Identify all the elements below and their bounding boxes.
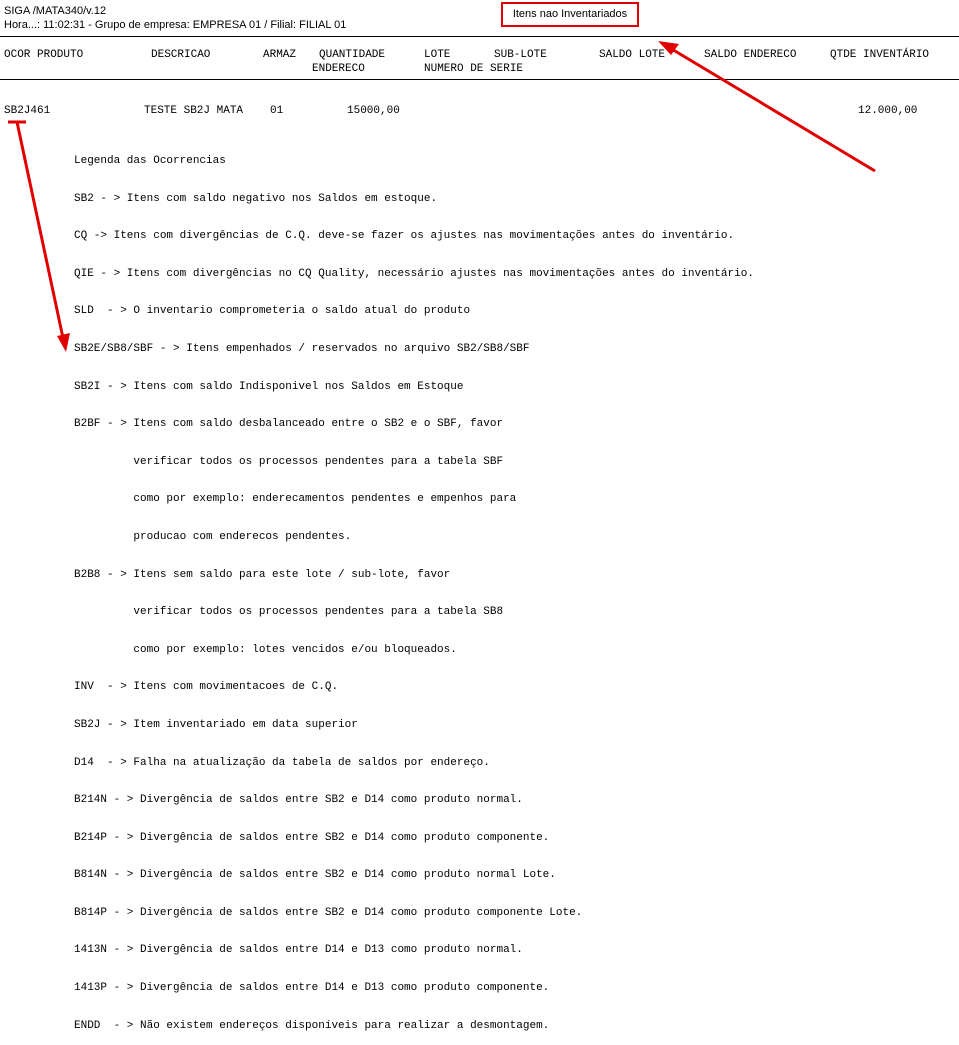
- legend-line: B2B8 - > Itens sem saldo para este lote / sub-lote, favor: [74, 568, 451, 581]
- cell-descricao: TESTE SB2J MATA: [144, 105, 244, 117]
- col-quantidade: QUANTIDADE: [319, 49, 386, 61]
- col-armaz: ARMAZ: [263, 49, 297, 61]
- legend-line: SB2 - > Itens com saldo negativo nos Saldos em estoque.: [74, 192, 438, 205]
- cell-qtde-inventario: 12.000,00: [858, 105, 918, 117]
- col-descricao: DESCRICAO: [151, 49, 211, 61]
- col-sub-lote: SUB-LOTE: [494, 49, 547, 61]
- report-title: Itens nao Inventariados: [501, 2, 639, 27]
- col-qtde-inventario: QTDE INVENTÁRIO: [830, 49, 930, 61]
- legend-line: B814N - > Divergência de saldos entre SB2 e D14 como produto normal Lote.: [74, 869, 556, 882]
- annotation-arrow-title: [658, 41, 875, 171]
- col-ocor-produto: OCOR PRODUTO: [4, 49, 84, 61]
- cell-armaz: 01: [270, 105, 284, 117]
- legend-line: B214P - > Divergência de saldos entre SB2 e D14 como produto componente.: [74, 831, 550, 844]
- legend-line: ENDD - > Não existem endereços disponíveis para realizar a desmontagem.: [74, 1019, 550, 1032]
- annotation-arrow-ocor: [8, 122, 70, 352]
- legend-line: producao com enderecos pendentes.: [74, 530, 352, 543]
- legend-line: 1413N - > Divergência de saldos entre D14 e D13 como produto normal.: [74, 944, 523, 957]
- legend-line: SB2I - > Itens com saldo Indisponivel nos Saldos em Estoque: [74, 380, 464, 393]
- legend-line: como por exemplo: lotes vencidos e/ou bloqueados.: [74, 643, 457, 656]
- cell-quantidade: 15000,00: [347, 105, 400, 117]
- col-numero-serie: NUMERO DE SERIE: [424, 63, 524, 75]
- legend-line: B2BF - > Itens com saldo desbalanceado entre o SB2 e o SBF, favor: [74, 418, 504, 431]
- legend-line: CQ -> Itens com divergências de C.Q. deve-se fazer os ajustes nas movimentações antes do inventário.: [74, 230, 735, 243]
- col-saldo-lote: SALDO LOTE: [599, 49, 666, 61]
- legend-line: B814P - > Divergência de saldos entre SB2 e D14 como produto componente Lote.: [74, 906, 583, 919]
- col-endereco: ENDERECO: [312, 63, 365, 75]
- legend-line: verificar todos os processos pendentes para a tabela SB8: [74, 606, 504, 619]
- legend-line: SB2J - > Item inventariado em data superior: [74, 718, 358, 731]
- legend-line: INV - > Itens com movimentacoes de C.Q.: [74, 681, 339, 694]
- legend-line: QIE - > Itens com divergências no CQ Quality, necessário ajustes nas movimentações antes do inventário.: [74, 267, 754, 280]
- legend-line: SB2E/SB8/SBF - > Itens empenhados / reservados no arquivo SB2/SB8/SBF: [74, 342, 530, 355]
- cell-ocor: SB2J461: [4, 105, 51, 117]
- header-info: Hora...: 11:02:31 - Grupo de empresa: EMPRESA 01 / Filial: FILIAL 01: [4, 19, 347, 31]
- col-lote: LOTE: [424, 49, 451, 61]
- program-id: SIGA /MATA340/v.12: [4, 5, 107, 17]
- legend-line: D14 - > Falha na atualização da tabela de saldos por endereço.: [74, 756, 490, 769]
- legend-line: verificar todos os processos pendentes para a tabela SBF: [74, 455, 504, 468]
- legend-title: Legenda das Ocorrencias: [74, 155, 226, 167]
- col-saldo-endereco: SALDO ENDERECO: [704, 49, 797, 61]
- legend-line: B214N - > Divergência de saldos entre SB2 e D14 como produto normal.: [74, 794, 523, 807]
- legend-line: 1413P - > Divergência de saldos entre D14 e D13 como produto componente.: [74, 982, 550, 995]
- legend-line: SLD - > O inventario comprometeria o saldo atual do produto: [74, 305, 471, 318]
- legend-line: como por exemplo: enderecamentos pendentes e empenhos para: [74, 493, 517, 506]
